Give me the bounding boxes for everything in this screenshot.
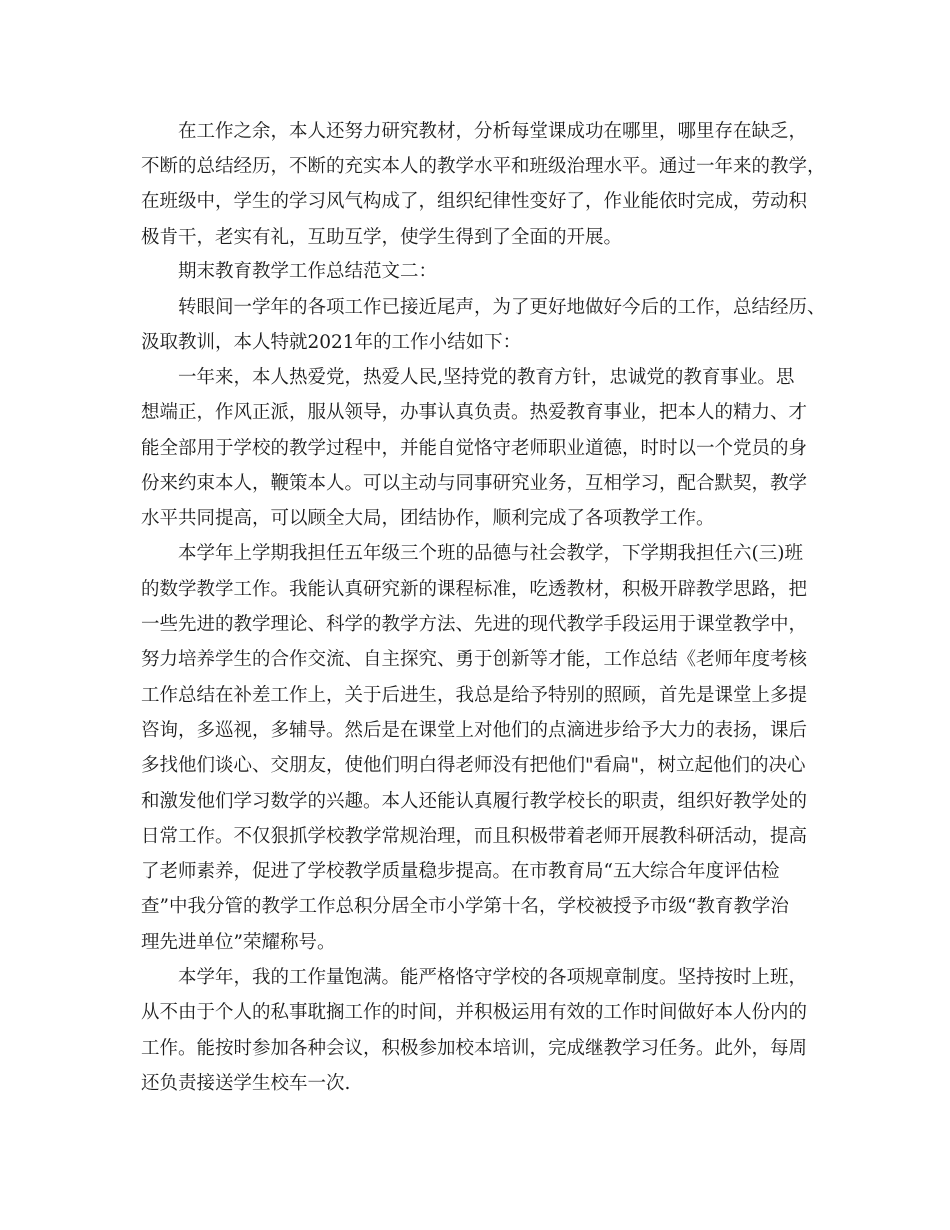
text-line: 本学年，我的工作量饱满。能严格恪守学校的各项规章制度。坚持按时上班， (178, 967, 808, 988)
text-line: 能全部用于学校的教学过程中，并能自觉恪守老师职业道德，时时以一个党员的身 (141, 438, 808, 459)
text-line: 在工作之余，本人还努力研究教材，分析每堂课成功在哪里，哪里存在缺乏， (178, 121, 808, 142)
text-line: 工作总结在补差工作上，关于后进生，我总是给予特别的照顾，首先是课堂上多提 (141, 685, 808, 706)
text-line: 理先进单位”荣耀称号。 (141, 932, 336, 953)
text-line: 一年来，本人热爱党，热爱人民,坚持党的教育方针，忠诚党的教育事业。思 (178, 367, 795, 388)
text-line: 的数学教学工作。我能认真研究新的课程标准，吃透教材，积极开辟教学思路，把 (141, 579, 808, 600)
text-line: 汲取教训，本人特就2021年的工作小结如下： (141, 332, 522, 353)
text-line: 多找他们谈心、交朋友，使他们明白得老师没有把他们"看扁"，树立起他们的决心 (141, 755, 806, 776)
text-line: 还负责接送学生校车一次. (141, 1073, 351, 1094)
text-line: 和激发他们学习数学的兴趣。本人还能认真履行教学校长的职责，组织好教学处的 (141, 791, 808, 812)
text-line: 不断的总结经历，不断的充实本人的教学水平和班级治理水平。通过一年来的教学， (141, 156, 826, 177)
section-heading: 期末教育教学工作总结范文二： (178, 261, 438, 282)
text-line: 本学年上学期我担任五年级三个班的品德与社会教学，下学期我担任六(三)班 (178, 543, 803, 564)
text-line: 一些先进的教学理论、科学的教学方法、先进的现代教学手段运用于课堂教学中， (141, 614, 808, 635)
text-line: 水平共同提高，可以顾全大局，团结协作，顺利完成了各项教学工作。 (141, 508, 715, 529)
text-line: 极肯干，老实有礼，互助互学，使学生得到了全面的开展。 (141, 227, 623, 248)
text-line: 份来约束本人，鞭策本人。可以主动与同事研究业务，互相学习，配合默契，教学 (141, 473, 808, 494)
text-line: 在班级中，学生的学习风气构成了，组织纪律性变好了，作业能依时完成，劳动积 (141, 191, 808, 212)
text-line: 了老师素养，促进了学校教学质量稳步提高。在市教育局“五大综合年度评估检 (141, 861, 780, 882)
text-line: 工作。能按时参加各种会议，积极参加校本培训，完成继教学习任务。此外，每周 (141, 1038, 808, 1059)
text-line: 查”中我分管的教学工作总积分居全市小学第十名，学校被授予市级“教育教学治 (141, 896, 789, 917)
text-line: 日常工作。不仅狠抓学校教学常规治理，而且积极带着老师开展教科研活动，提高 (141, 826, 808, 847)
text-line: 想端正，作风正派，服从领导，办事认真负责。热爱教育事业，把本人的精力、才 (141, 402, 808, 423)
text-line: 转眼间一学年的各项工作已接近尾声，为了更好地做好今后的工作，总结经历、 (178, 297, 826, 318)
text-line: 努力培养学生的合作交流、自主探究、勇于创新等才能，工作总结《老师年度考核 (141, 649, 808, 670)
text-line: 咨询，多巡视，多辅导。然后是在课堂上对他们的点滴进步给予大力的表扬，课后 (141, 720, 808, 741)
text-line: 从不由于个人的私事耽搁工作的时间，并积极运用有效的工作时间做好本人份内的 (141, 1002, 808, 1023)
